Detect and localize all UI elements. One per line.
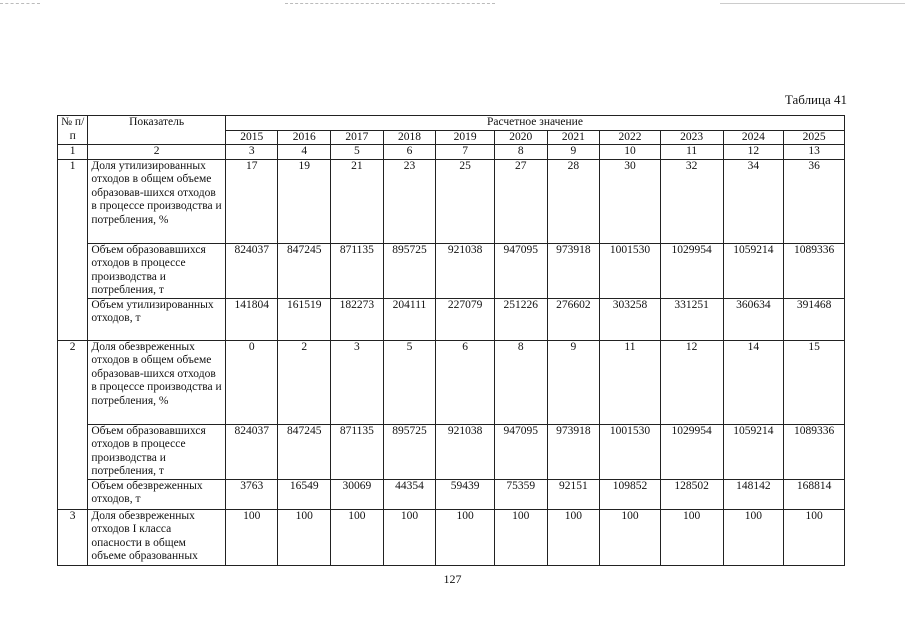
value-cell: 19 xyxy=(278,159,331,243)
value-cell: 100 xyxy=(278,509,331,565)
value-cell: 34 xyxy=(723,159,784,243)
scan-artifact-line xyxy=(0,3,40,4)
value-cell: 168814 xyxy=(784,479,845,509)
header-index: 10 xyxy=(600,145,661,160)
value-cell: 14 xyxy=(723,340,784,424)
indicator-label: Объем утилизированных отходов, т xyxy=(88,298,226,340)
value-cell: 8 xyxy=(494,340,547,424)
row-number: 2 xyxy=(58,340,88,509)
value-cell: 100 xyxy=(547,509,600,565)
value-cell: 1089336 xyxy=(784,243,845,298)
value-cell: 100 xyxy=(784,509,845,565)
value-cell: 16549 xyxy=(278,479,331,509)
value-cell: 100 xyxy=(331,509,384,565)
value-cell: 100 xyxy=(436,509,495,565)
header-index: 9 xyxy=(547,145,600,160)
value-cell: 921038 xyxy=(436,243,495,298)
value-cell: 973918 xyxy=(547,243,600,298)
value-cell: 1029954 xyxy=(660,424,723,479)
header-year: 2018 xyxy=(383,130,436,145)
value-cell: 1001530 xyxy=(600,424,661,479)
value-cell: 947095 xyxy=(494,424,547,479)
value-cell: 895725 xyxy=(383,424,436,479)
value-cell: 331251 xyxy=(660,298,723,340)
value-cell: 9 xyxy=(547,340,600,424)
header-year: 2015 xyxy=(225,130,278,145)
header-index: 8 xyxy=(494,145,547,160)
value-cell: 75359 xyxy=(494,479,547,509)
value-cell: 276602 xyxy=(547,298,600,340)
value-cell: 161519 xyxy=(278,298,331,340)
header-index: 3 xyxy=(225,145,278,160)
table-row xyxy=(58,298,845,340)
page-number: 127 xyxy=(443,572,462,586)
value-cell: 360634 xyxy=(723,298,784,340)
value-cell: 141804 xyxy=(225,298,278,340)
header-index: 7 xyxy=(436,145,495,160)
value-cell: 204111 xyxy=(383,298,436,340)
value-cell: 973918 xyxy=(547,424,600,479)
value-cell: 44354 xyxy=(383,479,436,509)
value-cell: 100 xyxy=(723,509,784,565)
scan-artifact-line xyxy=(720,3,905,4)
indicator-label: Доля обезвреженных отходов в общем объеме образовав-шихся отходов в процессе производства и потребления, % xyxy=(88,340,226,424)
header-year: 2023 xyxy=(660,130,723,145)
value-cell: 12 xyxy=(660,340,723,424)
value-cell: 1001530 xyxy=(600,243,661,298)
header-year: 2019 xyxy=(436,130,495,145)
header-year: 2020 xyxy=(494,130,547,145)
indicator-label: Доля утилизированных отходов в общем объеме образовав-шихся отходов в процессе производства и потребления, % xyxy=(88,159,226,243)
value-cell: 1089336 xyxy=(784,424,845,479)
value-cell: 824037 xyxy=(225,243,278,298)
header-year: 2022 xyxy=(600,130,661,145)
value-cell: 36 xyxy=(784,159,845,243)
value-cell: 921038 xyxy=(436,424,495,479)
header-year: 2017 xyxy=(331,130,384,145)
indicators-table xyxy=(57,115,845,566)
header-index: 12 xyxy=(723,145,784,160)
value-cell: 109852 xyxy=(600,479,661,509)
value-cell: 21 xyxy=(331,159,384,243)
value-cell: 100 xyxy=(600,509,661,565)
value-cell: 1059214 xyxy=(723,243,784,298)
header-index: 4 xyxy=(278,145,331,160)
table-row xyxy=(58,340,845,424)
table-row xyxy=(58,509,845,565)
value-cell: 824037 xyxy=(225,424,278,479)
header-index: 1 xyxy=(58,145,88,160)
value-cell: 15 xyxy=(784,340,845,424)
value-cell: 1059214 xyxy=(723,424,784,479)
indicator-label: Объем обезвреженных отходов, т xyxy=(88,479,226,509)
value-cell: 0 xyxy=(225,340,278,424)
value-cell: 251226 xyxy=(494,298,547,340)
row-number: 1 xyxy=(58,159,88,340)
value-cell: 17 xyxy=(225,159,278,243)
value-cell: 25 xyxy=(436,159,495,243)
header-index: 11 xyxy=(660,145,723,160)
value-cell: 847245 xyxy=(278,243,331,298)
value-cell: 100 xyxy=(660,509,723,565)
value-cell: 182273 xyxy=(331,298,384,340)
header-year: 2021 xyxy=(547,130,600,145)
table-row xyxy=(58,479,845,509)
value-cell: 30 xyxy=(600,159,661,243)
value-cell: 27 xyxy=(494,159,547,243)
header-estimated-value: Расчетное значение xyxy=(225,116,844,131)
value-cell: 30069 xyxy=(331,479,384,509)
row-number: 3 xyxy=(58,509,88,565)
header-year: 2016 xyxy=(278,130,331,145)
header-index: 13 xyxy=(784,145,845,160)
table-row xyxy=(58,159,845,243)
value-cell: 148142 xyxy=(723,479,784,509)
header-index: 2 xyxy=(88,145,226,160)
value-cell: 100 xyxy=(494,509,547,565)
indicator-label: Доля обезвреженных отходов I класса опасности в общем объеме образованных xyxy=(88,509,226,565)
table-row xyxy=(58,243,845,298)
value-cell: 1029954 xyxy=(660,243,723,298)
value-cell: 100 xyxy=(225,509,278,565)
value-cell: 871135 xyxy=(331,243,384,298)
value-cell: 227079 xyxy=(436,298,495,340)
header-year: 2025 xyxy=(784,130,845,145)
value-cell: 100 xyxy=(383,509,436,565)
table-row xyxy=(58,424,845,479)
value-cell: 3 xyxy=(331,340,384,424)
value-cell: 391468 xyxy=(784,298,845,340)
value-cell: 895725 xyxy=(383,243,436,298)
indicator-label: Объем образовавшихся отходов в процессе производства и потребления, т xyxy=(88,424,226,479)
value-cell: 32 xyxy=(660,159,723,243)
value-cell: 59439 xyxy=(436,479,495,509)
value-cell: 871135 xyxy=(331,424,384,479)
header-year: 2024 xyxy=(723,130,784,145)
value-cell: 128502 xyxy=(660,479,723,509)
value-cell: 847245 xyxy=(278,424,331,479)
header-index-row xyxy=(58,145,845,160)
value-cell: 303258 xyxy=(600,298,661,340)
value-cell: 11 xyxy=(600,340,661,424)
value-cell: 3763 xyxy=(225,479,278,509)
header-row-1 xyxy=(58,116,845,131)
header-num: № п/п xyxy=(58,116,88,145)
value-cell: 5 xyxy=(383,340,436,424)
indicator-label: Объем образовавшихся отходов в процессе производства и потребления, т xyxy=(88,243,226,298)
value-cell: 6 xyxy=(436,340,495,424)
value-cell: 2 xyxy=(278,340,331,424)
value-cell: 28 xyxy=(547,159,600,243)
scan-artifact-line xyxy=(285,3,495,4)
table-caption: Таблица 41 xyxy=(784,92,847,107)
value-cell: 92151 xyxy=(547,479,600,509)
header-index: 5 xyxy=(331,145,384,160)
header-indicator: Показатель xyxy=(88,116,226,145)
value-cell: 947095 xyxy=(494,243,547,298)
value-cell: 23 xyxy=(383,159,436,243)
header-index: 6 xyxy=(383,145,436,160)
